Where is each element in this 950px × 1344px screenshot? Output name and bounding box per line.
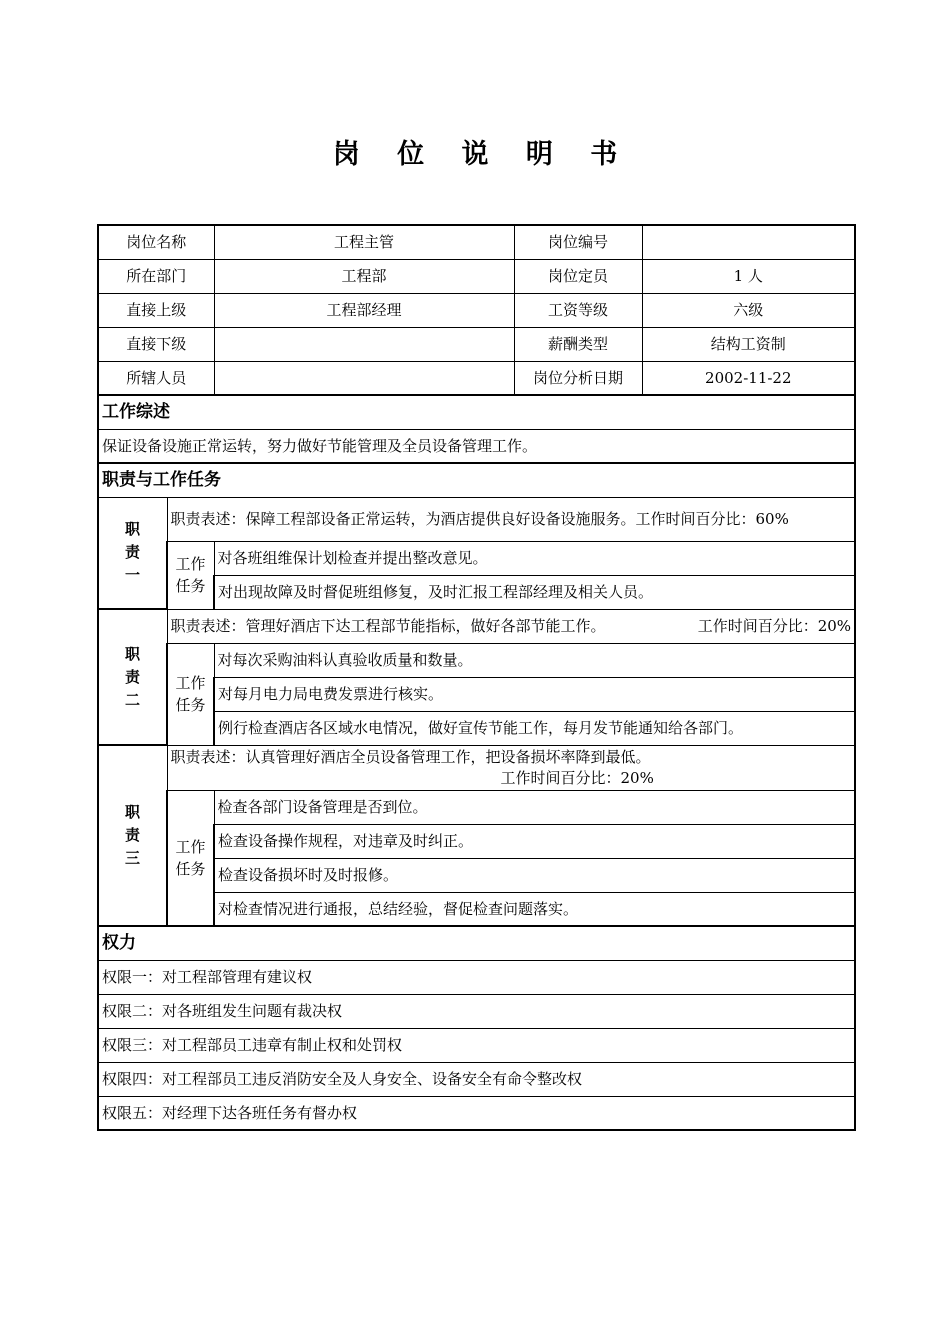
field-label: 岗位定员	[514, 259, 642, 293]
field-label: 薪酬类型	[514, 327, 642, 361]
task-label: 工作 任务	[167, 541, 214, 609]
authority-item: 权限一：对工程部管理有建议权	[98, 960, 855, 994]
task-item: 对出现故障及时督促班组修复，及时汇报工程部经理及相关人员。	[214, 575, 855, 609]
field-label: 直接下级	[98, 327, 214, 361]
duty-description: 职责表述：认真管理好酒店全员设备管理工作，把设备损坏率降到最低。 工作时间百分比：20%	[167, 745, 855, 790]
task-label: 工作 任务	[167, 643, 214, 745]
task-item: 检查设备操作规程，对违章及时纠正。	[214, 824, 855, 858]
field-label: 工资等级	[514, 293, 642, 327]
field-value: 2002-11-22	[642, 361, 855, 395]
task-item: 对检查情况进行通报，总结经验，督促检查问题落实。	[214, 892, 855, 926]
section-heading-duties: 职责与工作任务	[98, 463, 855, 497]
task-item: 对每次采购油料认真验收质量和数量。	[214, 643, 855, 677]
field-value	[642, 225, 855, 259]
duty-row	[98, 745, 855, 790]
field-label: 岗位名称	[98, 225, 214, 259]
authority-item: 权限四：对工程部员工违反消防安全及人身安全、设备安全有命令整改权	[98, 1062, 855, 1096]
authority-item: 权限五：对经理下达各班任务有督办权	[98, 1096, 855, 1130]
authority-item: 权限二：对各班组发生问题有裁决权	[98, 994, 855, 1028]
field-value: 六级	[642, 293, 855, 327]
summary-text: 保证设备设施正常运转，努力做好节能管理及全员设备管理工作。	[98, 429, 855, 463]
duty-label: 职 责 一	[98, 497, 167, 609]
section-heading-authority: 权力	[98, 926, 855, 960]
task-item: 检查各部门设备管理是否到位。	[214, 790, 855, 824]
field-value	[214, 361, 514, 395]
duty-description: 职责表述：保障工程部设备正常运转，为酒店提供良好设备设施服务。工作时间百分比：60%	[167, 497, 855, 541]
field-label: 岗位编号	[514, 225, 642, 259]
duty-percentage: 工作时间百分比：20%	[500, 768, 654, 787]
task-item: 对各班组维保计划检查并提出整改意见。	[214, 541, 855, 575]
field-label: 所在部门	[98, 259, 214, 293]
task-item: 例行检查酒店各区域水电情况，做好宣传节能工作，每月发节能通知给各部门。	[214, 711, 855, 745]
basic-row	[98, 259, 855, 293]
duty-percentage: 工作时间百分比：20%	[697, 617, 852, 635]
page-title: 岗 位 说 明 书	[332, 139, 632, 170]
duty-description: 职责表述：管理好酒店下达工程部节能指标，做好各部节能工作。 工作时间百分比：20%	[167, 609, 855, 643]
job-description-table	[97, 224, 856, 1131]
field-value: 工程部	[214, 259, 514, 293]
duty-row	[98, 609, 855, 643]
basic-row	[98, 327, 855, 361]
field-value	[214, 327, 514, 361]
field-value: 结构工资制	[642, 327, 855, 361]
basic-row	[98, 225, 855, 259]
field-value: 1 人	[642, 259, 855, 293]
field-value: 工程主管	[214, 225, 514, 259]
basic-row	[98, 293, 855, 327]
duty-label: 职 责 二	[98, 609, 167, 745]
duty-row	[98, 497, 855, 541]
basic-row	[98, 361, 855, 395]
task-label: 工作 任务	[167, 790, 214, 926]
section-heading-summary: 工作综述	[98, 395, 855, 429]
duty-label: 职 责 三	[98, 745, 167, 926]
field-value: 工程部经理	[214, 293, 514, 327]
task-item: 对每月电力局电费发票进行核实。	[214, 677, 855, 711]
authority-item: 权限三：对工程部员工违章有制止权和处罚权	[98, 1028, 855, 1062]
task-item: 检查设备损坏时及时报修。	[214, 858, 855, 892]
field-label: 所辖人员	[98, 361, 214, 395]
field-label: 直接上级	[98, 293, 214, 327]
field-label: 岗位分析日期	[514, 361, 642, 395]
